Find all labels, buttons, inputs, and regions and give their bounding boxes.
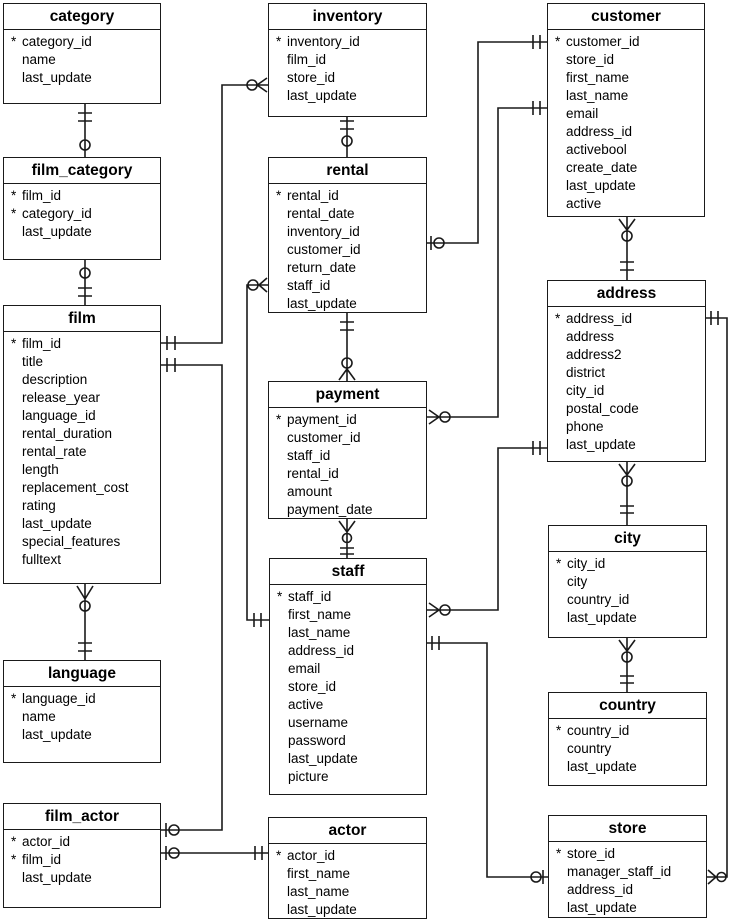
field-row-country-country_id (549, 722, 706, 740)
field-row-film-film_id (4, 335, 160, 353)
field-name: address2 (566, 347, 622, 362)
field-row-inventory-inventory_id (269, 33, 426, 51)
field-list (269, 408, 426, 519)
field-name: last_update (22, 516, 92, 531)
field-row-payment-amount (269, 483, 426, 501)
field-name: film_id (22, 336, 62, 351)
primary-key-marker: * (276, 848, 282, 863)
field-row-address-address2 (548, 346, 705, 364)
field-name: address (566, 329, 615, 344)
relationship-film_category-film (78, 260, 92, 305)
field-name: last_update (287, 88, 357, 103)
field-row-staff-username (270, 714, 426, 732)
relationship-payment-staff (339, 519, 355, 558)
table-film[interactable] (3, 305, 161, 584)
field-row-address-district (548, 364, 705, 382)
table-customer[interactable] (547, 3, 705, 217)
field-name: country_id (567, 723, 630, 738)
field-row-customer-activebool (548, 141, 704, 159)
field-name: first_name (566, 70, 630, 85)
field-name: category_id (22, 206, 92, 221)
field-name: customer_id (566, 34, 640, 49)
field-name: language_id (22, 691, 96, 706)
field-row-actor-last_update (269, 901, 426, 919)
field-name: last_update (22, 224, 92, 239)
relationship-film-film_actor (160, 358, 222, 837)
field-row-address-address (548, 328, 705, 346)
field-row-customer-email (548, 105, 704, 123)
table-address[interactable] (547, 280, 706, 462)
field-row-store-store_id (549, 845, 706, 863)
field-row-payment-payment_id (269, 411, 426, 429)
field-list (269, 844, 426, 919)
field-name: last_update (567, 900, 637, 915)
field-name: active (288, 697, 324, 712)
table-city[interactable] (548, 525, 707, 638)
field-name: title (22, 354, 44, 369)
field-name: fulltext (22, 552, 62, 567)
field-row-actor-first_name (269, 865, 426, 883)
field-row-city-city (549, 573, 706, 591)
field-list (549, 719, 706, 776)
field-row-language-last_update (4, 726, 160, 744)
field-row-film-replacement_cost (4, 479, 160, 497)
field-row-film-rating (4, 497, 160, 515)
field-name: username (288, 715, 349, 730)
field-row-rental-rental_date (269, 205, 426, 223)
field-row-address-phone (548, 418, 705, 436)
field-name: last_update (22, 870, 92, 885)
field-name: store_id (287, 70, 336, 85)
relationship-rental-customer (427, 35, 547, 250)
relationship-address-city (619, 462, 635, 525)
field-name: category_id (22, 34, 92, 49)
table-inventory[interactable] (268, 3, 427, 117)
relationship-payment-customer (427, 101, 547, 424)
relationship-category-film_category (78, 104, 92, 157)
field-name: last_update (567, 759, 637, 774)
table-staff[interactable] (269, 558, 427, 795)
field-row-film-release_year (4, 389, 160, 407)
field-row-rental-rental_id (269, 187, 426, 205)
field-name: city (567, 574, 588, 589)
field-row-customer-first_name (548, 69, 704, 87)
field-name: rental_id (287, 188, 339, 203)
field-name: customer_id (287, 430, 361, 445)
field-row-address-city_id (548, 382, 705, 400)
field-row-city-country_id (549, 591, 706, 609)
field-name: address_id (567, 882, 634, 897)
field-row-staff-active (270, 696, 426, 714)
primary-key-marker: * (556, 556, 562, 571)
field-row-payment-rental_id (269, 465, 426, 483)
field-name: name (22, 709, 56, 724)
field-name: language_id (22, 408, 96, 423)
field-row-payment-staff_id (269, 447, 426, 465)
field-name: release_year (22, 390, 101, 405)
primary-key-marker: * (276, 412, 282, 427)
field-list (549, 552, 706, 627)
field-row-language-name (4, 708, 160, 726)
relationship-staff-address (427, 441, 547, 617)
field-name: payment_id (287, 412, 357, 427)
field-row-rental-staff_id (269, 277, 426, 295)
table-title-film_category: film_category (4, 158, 160, 184)
table-title-inventory: inventory (269, 4, 426, 30)
field-row-film-language_id (4, 407, 160, 425)
relationship-film-inventory (160, 78, 268, 350)
primary-key-marker: * (555, 34, 561, 49)
field-name: active (566, 196, 602, 211)
field-row-film_category-last_update (4, 223, 160, 241)
field-list (4, 30, 160, 87)
field-name: first_name (288, 607, 352, 622)
table-title-address: address (548, 281, 705, 307)
field-row-customer-last_update (548, 177, 704, 195)
field-name: special_features (22, 534, 121, 549)
field-name: rental_id (287, 466, 339, 481)
field-name: postal_code (566, 401, 639, 416)
field-row-country-country (549, 740, 706, 758)
field-row-payment-customer_id (269, 429, 426, 447)
field-row-city-city_id (549, 555, 706, 573)
field-name: staff_id (287, 448, 331, 463)
field-name: rating (22, 498, 56, 513)
field-row-film_category-category_id (4, 205, 160, 223)
primary-key-marker: * (11, 336, 17, 351)
table-title-city: city (549, 526, 706, 552)
field-name: film_id (287, 52, 327, 67)
field-list (548, 30, 704, 213)
primary-key-marker: * (11, 834, 17, 849)
field-list (270, 585, 426, 786)
field-name: payment_date (287, 502, 373, 517)
field-name: first_name (287, 866, 351, 881)
table-title-film: film (4, 306, 160, 332)
field-row-film_actor-last_update (4, 869, 160, 887)
field-list (548, 307, 705, 454)
field-row-film-rental_duration (4, 425, 160, 443)
table-rental[interactable] (268, 157, 427, 313)
table-payment[interactable] (268, 381, 427, 519)
table-actor[interactable] (268, 817, 427, 919)
field-name: rental_duration (22, 426, 113, 441)
field-row-customer-last_name (548, 87, 704, 105)
field-row-address-address_id (548, 310, 705, 328)
field-name: password (288, 733, 346, 748)
relationship-customer-address (619, 217, 635, 280)
field-list (4, 687, 160, 744)
field-list (269, 184, 426, 313)
table-film_category[interactable] (3, 157, 161, 260)
field-row-film-description (4, 371, 160, 389)
field-name: email (566, 106, 599, 121)
relationship-rental-staff (247, 278, 269, 627)
field-row-film_actor-film_id (4, 851, 160, 869)
field-name: create_date (566, 160, 638, 175)
field-name: last_name (566, 88, 629, 103)
table-title-customer: customer (548, 4, 704, 30)
relationship-store-address (706, 311, 727, 884)
field-name: staff_id (288, 589, 332, 604)
field-name: store_id (288, 679, 337, 694)
field-row-customer-address_id (548, 123, 704, 141)
field-name: last_name (288, 625, 351, 640)
primary-key-marker: * (276, 34, 282, 49)
field-row-staff-staff_id (270, 588, 426, 606)
field-name: actor_id (287, 848, 336, 863)
field-name: address_id (566, 124, 633, 139)
field-name: store_id (567, 846, 616, 861)
field-name: country_id (567, 592, 630, 607)
field-row-language-language_id (4, 690, 160, 708)
field-list (4, 332, 160, 569)
field-name: last_update (287, 902, 357, 917)
field-row-staff-store_id (270, 678, 426, 696)
table-title-payment: payment (269, 382, 426, 408)
field-name: city_id (566, 383, 605, 398)
table-title-category: category (4, 4, 160, 30)
table-title-country: country (549, 693, 706, 719)
field-row-film-title (4, 353, 160, 371)
field-row-inventory-film_id (269, 51, 426, 69)
field-name: last_update (288, 751, 358, 766)
field-name: phone (566, 419, 604, 434)
field-row-actor-actor_id (269, 847, 426, 865)
table-language[interactable] (3, 660, 161, 763)
table-title-language: language (4, 661, 160, 687)
field-name: last_update (22, 727, 92, 742)
field-row-rental-inventory_id (269, 223, 426, 241)
field-list (4, 830, 160, 887)
field-name: last_update (22, 70, 92, 85)
field-list (269, 30, 426, 105)
table-country[interactable] (548, 692, 707, 786)
relationship-rental-payment (339, 313, 355, 381)
relationship-film_actor-actor (161, 846, 268, 860)
table-title-film_actor: film_actor (4, 804, 160, 830)
field-name: inventory_id (287, 224, 360, 239)
field-name: activebool (566, 142, 627, 157)
primary-key-marker: * (11, 206, 17, 221)
table-title-actor: actor (269, 818, 426, 844)
relationship-film-language (77, 584, 93, 660)
table-store[interactable] (548, 815, 707, 918)
field-name: address_id (288, 643, 355, 658)
field-row-city-last_update (549, 609, 706, 627)
primary-key-marker: * (276, 188, 282, 203)
field-name: actor_id (22, 834, 71, 849)
field-name: rental_date (287, 206, 355, 221)
field-row-film-special_features (4, 533, 160, 551)
field-row-customer-store_id (548, 51, 704, 69)
field-name: inventory_id (287, 34, 360, 49)
field-row-actor-last_name (269, 883, 426, 901)
relationship-inventory-rental (340, 117, 354, 157)
field-name: rental_rate (22, 444, 87, 459)
field-name: manager_staff_id (567, 864, 672, 879)
field-row-store-last_update (549, 899, 706, 917)
field-row-staff-first_name (270, 606, 426, 624)
field-row-rental-customer_id (269, 241, 426, 259)
field-row-rental-last_update (269, 295, 426, 313)
field-row-customer-customer_id (548, 33, 704, 51)
field-name: store_id (566, 52, 615, 67)
table-category[interactable] (3, 3, 161, 104)
primary-key-marker: * (11, 188, 17, 203)
field-row-country-last_update (549, 758, 706, 776)
field-row-address-last_update (548, 436, 705, 454)
field-row-customer-active (548, 195, 704, 213)
table-title-staff: staff (270, 559, 426, 585)
field-name: city_id (567, 556, 606, 571)
field-list (4, 184, 160, 241)
field-row-inventory-last_update (269, 87, 426, 105)
table-film_actor[interactable] (3, 803, 161, 908)
field-row-film-rental_rate (4, 443, 160, 461)
primary-key-marker: * (556, 846, 562, 861)
field-row-staff-picture (270, 768, 426, 786)
field-row-category-category_id (4, 33, 160, 51)
table-title-rental: rental (269, 158, 426, 184)
primary-key-marker: * (11, 852, 17, 867)
field-row-address-postal_code (548, 400, 705, 418)
primary-key-marker: * (555, 311, 561, 326)
field-name: replacement_cost (22, 480, 129, 495)
field-name: address_id (566, 311, 633, 326)
field-row-film-last_update (4, 515, 160, 533)
field-row-staff-address_id (270, 642, 426, 660)
field-name: film_id (22, 188, 62, 203)
field-row-film-fulltext (4, 551, 160, 569)
primary-key-marker: * (556, 723, 562, 738)
field-name: name (22, 52, 56, 67)
field-row-film_actor-actor_id (4, 833, 160, 851)
field-name: staff_id (287, 278, 331, 293)
field-name: film_id (22, 852, 62, 867)
field-name: return_date (287, 260, 357, 275)
field-name: district (566, 365, 606, 380)
field-name: amount (287, 484, 333, 499)
field-name: picture (288, 769, 329, 784)
field-name: email (288, 661, 321, 676)
field-name: last_update (287, 296, 357, 311)
field-row-store-manager_staff_id (549, 863, 706, 881)
field-row-inventory-store_id (269, 69, 426, 87)
field-row-store-address_id (549, 881, 706, 899)
field-row-film-length (4, 461, 160, 479)
relationship-city-country (619, 638, 635, 692)
field-name: length (22, 462, 59, 477)
field-name: last_update (567, 610, 637, 625)
field-name: last_update (566, 437, 636, 452)
field-row-category-name (4, 51, 160, 69)
field-row-staff-email (270, 660, 426, 678)
field-row-payment-payment_date (269, 501, 426, 519)
field-name: customer_id (287, 242, 361, 257)
relationship-staff-store (427, 636, 548, 884)
field-row-rental-return_date (269, 259, 426, 277)
table-title-store: store (549, 816, 706, 842)
field-list (549, 842, 706, 917)
field-row-film_category-film_id (4, 187, 160, 205)
field-row-category-last_update (4, 69, 160, 87)
primary-key-marker: * (11, 34, 17, 49)
field-name: country (567, 741, 612, 756)
field-row-staff-password (270, 732, 426, 750)
field-row-staff-last_update (270, 750, 426, 768)
field-row-staff-last_name (270, 624, 426, 642)
primary-key-marker: * (277, 589, 283, 604)
primary-key-marker: * (11, 691, 17, 706)
field-name: last_name (287, 884, 350, 899)
field-name: last_update (566, 178, 636, 193)
field-name: description (22, 372, 88, 387)
field-row-customer-create_date (548, 159, 704, 177)
